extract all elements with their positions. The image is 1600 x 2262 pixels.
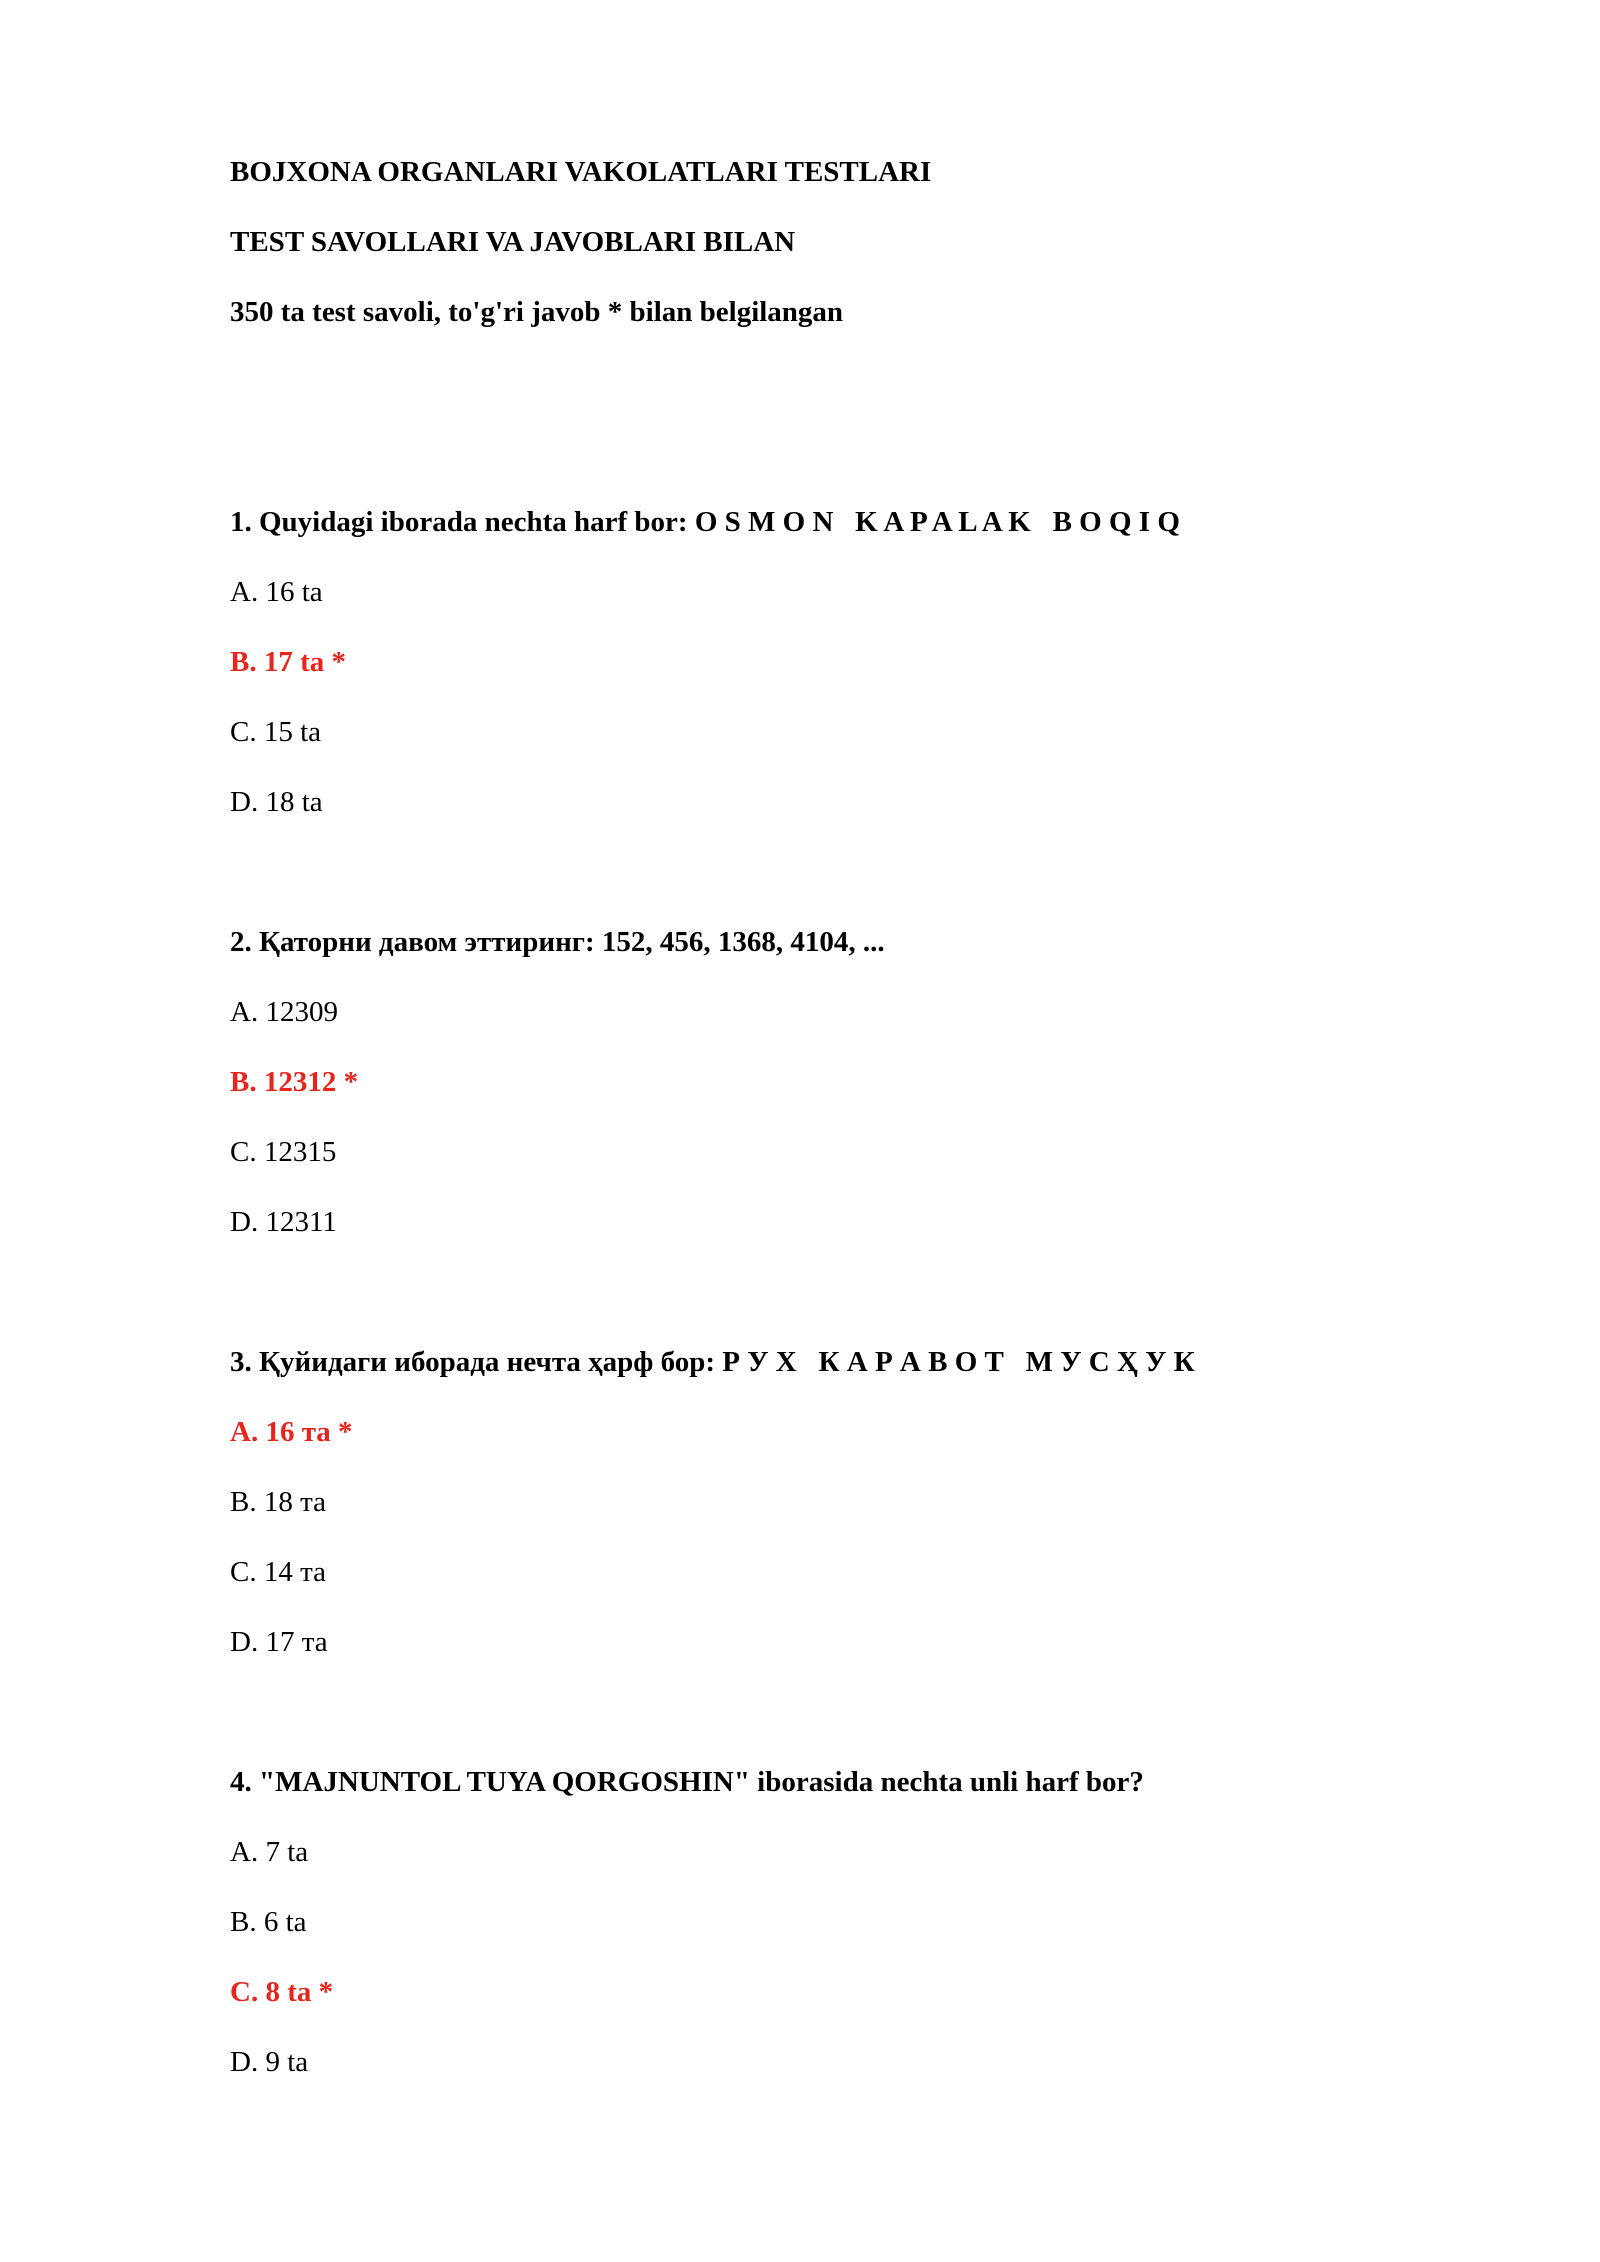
answer-option: D. 12311 [230, 1206, 337, 1238]
answer-option-correct: C. 8 ta * [230, 1976, 334, 2008]
answer-option: B. 6 ta [230, 1906, 307, 1938]
document-title: BOJXONA ORGANLARI VAKOLATLARI TESTLARI [230, 156, 932, 188]
answer-option: A. 12309 [230, 996, 338, 1028]
answer-option: A. 7 ta [230, 1836, 309, 1868]
question-text: 1. Quyidagi iborada nechta harf bor: O S M O N K A P A L A K B O Q I Q [230, 506, 1180, 538]
question-text: 3. Қуйидаги иборада нечта ҳарф бор: Р У Х К А Р А В О Т М У С Ҳ У К [230, 1346, 1195, 1378]
answer-option: B. 18 та [230, 1486, 326, 1518]
answer-option: D. 17 та [230, 1626, 328, 1658]
document-note: 350 ta test savoli, to'g'ri javob * bilan belgilangan [230, 296, 844, 328]
answer-option: A. 16 ta [230, 576, 323, 608]
answer-option-correct: B. 17 ta * [230, 646, 346, 678]
answer-option: D. 9 ta [230, 2046, 309, 2078]
document-subtitle: TEST SAVOLLARI VA JAVOBLARI BILAN [230, 226, 796, 258]
question-text: 4. "MAJNUNTOL TUYA QORGOSHIN" iborasida nechta unli harf bor? [230, 1766, 1144, 1798]
question-text: 2. Қаторни давом эттиринг: 152, 456, 1368, 4104, ... [230, 926, 885, 958]
answer-option-correct: B. 12312 * [230, 1066, 359, 1098]
answer-option: C. 14 та [230, 1556, 326, 1588]
answer-option-correct: A. 16 та * [230, 1416, 353, 1448]
answer-option: C. 12315 [230, 1136, 337, 1168]
answer-option: C. 15 ta [230, 716, 322, 748]
answer-option: D. 18 ta [230, 786, 323, 818]
